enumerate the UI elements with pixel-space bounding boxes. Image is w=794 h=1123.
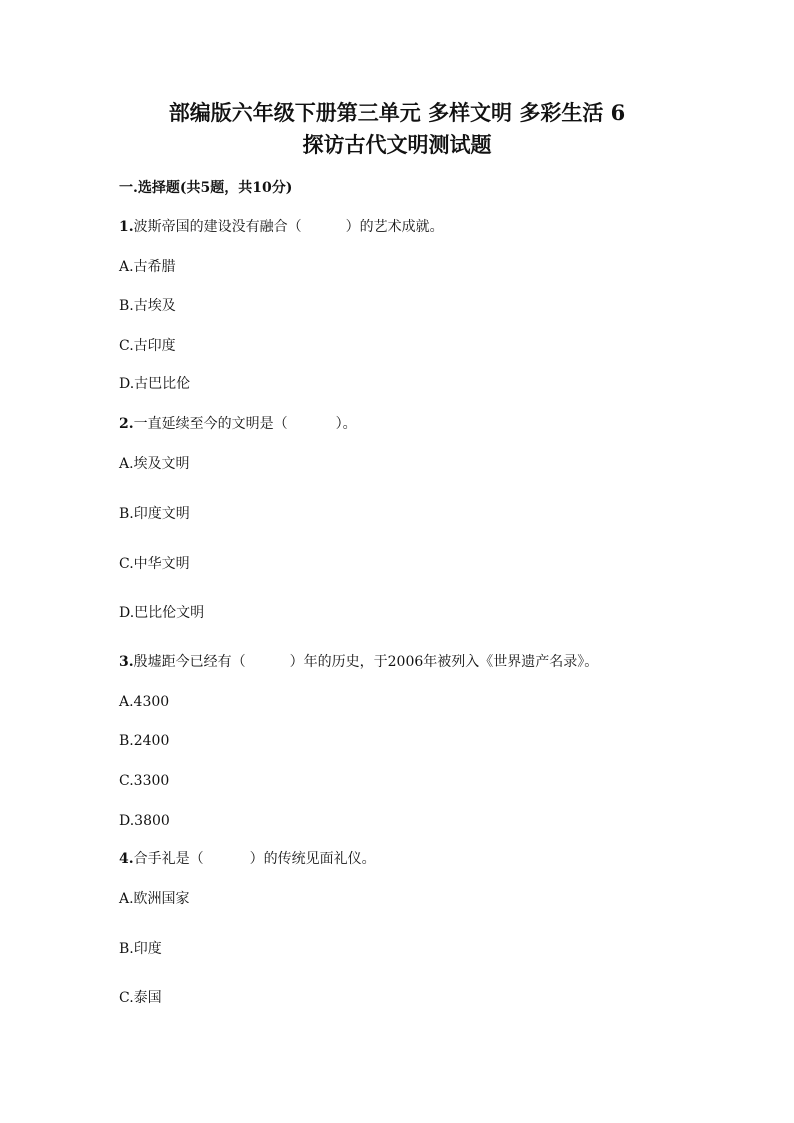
question-text-after: ）的艺术成就。 [345, 219, 444, 235]
option-1c: C.古印度 [119, 338, 176, 354]
document-title-line-2: 探访古代文明测试题 [302, 132, 492, 157]
option-2d: D.巴比伦文明 [119, 605, 205, 621]
option-4b: B.印度 [119, 941, 162, 957]
question-text-before: 殷墟距今已经有（ [133, 654, 246, 670]
question-1 [119, 217, 444, 237]
section-heading: 一.选择题(共5题，共10分) [119, 180, 293, 196]
question-text-before: 一直延续至今的文明是（ [133, 416, 288, 432]
option-4c: C.泰国 [119, 990, 162, 1006]
question-4 [119, 849, 376, 869]
option-3a: A.4300 [119, 694, 170, 710]
question-number: 3. [119, 654, 134, 670]
question-number: 1. [119, 219, 134, 235]
question-2 [119, 414, 357, 434]
question-text-after: ）的传统见面礼仪。 [249, 851, 376, 867]
option-3b: B.2400 [119, 733, 170, 749]
option-1a: A.古希腊 [119, 259, 176, 275]
option-4a: A.欧洲国家 [119, 891, 190, 907]
question-text-after: ）。 [335, 416, 357, 432]
option-2b: B.印度文明 [119, 506, 190, 522]
option-1b: B.古埃及 [119, 298, 176, 314]
option-3c: C.3300 [119, 773, 170, 789]
question-3 [119, 652, 598, 672]
question-text-before: 合手礼是（ [133, 851, 204, 867]
option-2c: C.中华文明 [119, 556, 190, 572]
question-text-after: ）年的历史，于2006年被列入《世界遗产名录》。 [289, 654, 599, 670]
question-number: 4. [119, 851, 134, 867]
document-title-line-1: 部编版六年级下册第三单元 多样文明 多彩生活 6 [168, 100, 626, 125]
question-number: 2. [119, 416, 134, 432]
option-2a: A.埃及文明 [119, 456, 190, 472]
option-1d: D.古巴比伦 [119, 376, 191, 392]
option-3d: D.3800 [119, 813, 170, 829]
question-text-before: 波斯帝国的建设没有融合（ [133, 219, 302, 235]
